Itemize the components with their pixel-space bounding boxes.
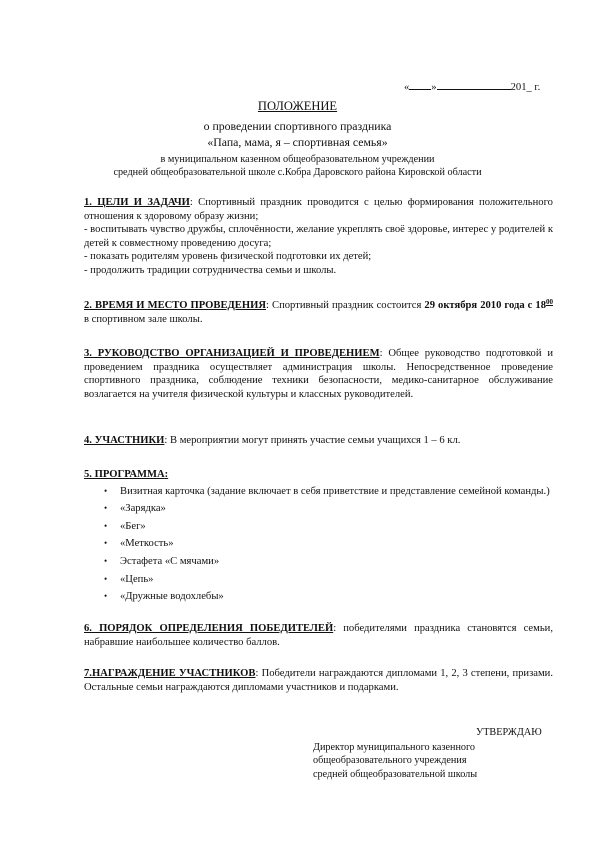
program-item-label: «Меткость» [120,538,174,550]
section-management-text: : Общее руководство подготовкой и проведением праздника осуществляет администрация школы. Непосредственное проведение спортивного праздника, соблюдение техники безопасности, медико-санитарное обслуживание возлагается на учителя физической культуры и классных руководителей. [84,348,553,400]
subtitle-event-name: «Папа, мама, я – спортивная семья» [207,135,388,149]
goal-item: - показать родителям уровень физической подготовки их детей; [84,251,372,263]
program-item-label: «Зарядка» [120,503,166,515]
list-item [84,573,553,587]
program-list [84,485,553,604]
date-line [404,79,540,95]
section-program-heading: 5. ПРОГРАММА [84,469,165,480]
list-item [84,520,553,534]
section-awards [84,667,553,694]
year-suffix: 201_ г. [510,82,541,93]
bullet-icon: • [104,591,108,602]
list-item [84,537,553,551]
list-item [84,502,553,516]
section-winners-heading: 6. ПОРЯДОК ОПРЕДЕЛЕНИЯ ПОБЕДИТЕЛЕЙ [84,623,334,634]
list-item [84,555,553,569]
list-item [84,485,553,499]
bullet-icon: • [104,485,108,496]
subtitle-institution: в муниципальном казенном общеобразовательном учреждении [160,154,435,165]
section-program [84,468,553,608]
section-time-place-text: в спортивном зале школы. [84,313,203,325]
section-winners [84,622,553,649]
day-blank [409,79,431,90]
bullet-icon: • [104,503,108,514]
month-blank [437,79,511,90]
section-management [84,347,553,401]
date-open-quote: « [404,82,410,93]
section-winners-text: : победителями праздника становятся семьи, набравшие наибольшее количество баллов. [84,623,553,648]
subtitle-school: средней общеобразовательной школе с.Кобра Даровского района Кировской области [113,167,482,178]
goal-item: - воспитывать чувство дружбы, сплочённости, желание укреплять своё здоровье, интерес у родителей к детей к совместному проведению досуга; [84,224,553,249]
section-goals [84,196,553,278]
bullet-icon: • [104,520,108,531]
approval-label: УТВЕРЖДАЮ [476,727,542,738]
signature-line: общеобразовательного учреждения [313,755,467,767]
section-program-colon: : [164,469,169,480]
signature-line: средней общеобразовательной школы [313,768,478,780]
section-participants-text: : В мероприятии могут принять участие семьи учащихся 1 – 6 кл. [164,435,461,446]
section-participants [84,434,553,448]
program-item-label: «Цепь» [120,573,154,585]
section-goals-text: : Спортивный праздник проводится с целью формирования положительного отношения к здоровому образу жизни; [84,197,553,222]
section-awards-heading: 7.НАГРАЖДЕНИЕ УЧАСТНИКОВ [84,668,256,679]
signature-block [313,741,477,781]
program-item-label: «Бег» [120,520,146,532]
section-management-heading: 3. РУКОВОДСТВО ОРГАНИЗАЦИЕЙ И ПРОВЕДЕНИЕМ [84,348,380,359]
bullet-icon: • [104,538,108,549]
program-item-label: «Дружные водохлебы» [120,591,224,603]
section-goals-heading: 1. ЦЕЛИ И ЗАДАЧИ [84,197,190,208]
list-item [84,590,553,604]
date-close-quote: » [431,82,437,93]
section-time-heading: 2. ВРЕМЯ И МЕСТО ПРОВЕДЕНИЯ [84,300,267,311]
subtitle-event: о проведении спортивного праздника [203,119,392,133]
document-title: ПОЛОЖЕНИЕ [257,99,338,113]
goal-item: - продолжить традиции сотрудничества семьи и школы. [84,264,337,276]
section-time-text: : Спортивный праздник состоится [266,300,425,311]
section-time-place [84,299,553,326]
event-time-sup: 00 [546,298,554,306]
section-participants-heading: 4. УЧАСТНИКИ [84,435,165,446]
program-item-label: Визитная карточка (задание включает в себя приветствие и представление семейной команды.) [120,485,550,497]
section-awards-text: : Победители награждаются дипломами 1, 2, 3 степени, призами. Остальные семьи награждаются дипломами участников и подарками. [84,668,553,693]
signature-line: Директор муниципального казенного [313,742,476,753]
program-item-label: Эстафета «С мячами» [120,555,220,567]
bullet-icon: • [104,573,108,584]
bullet-icon: • [104,555,108,566]
event-date: 29 октября 2010 года с 18 [424,300,547,311]
